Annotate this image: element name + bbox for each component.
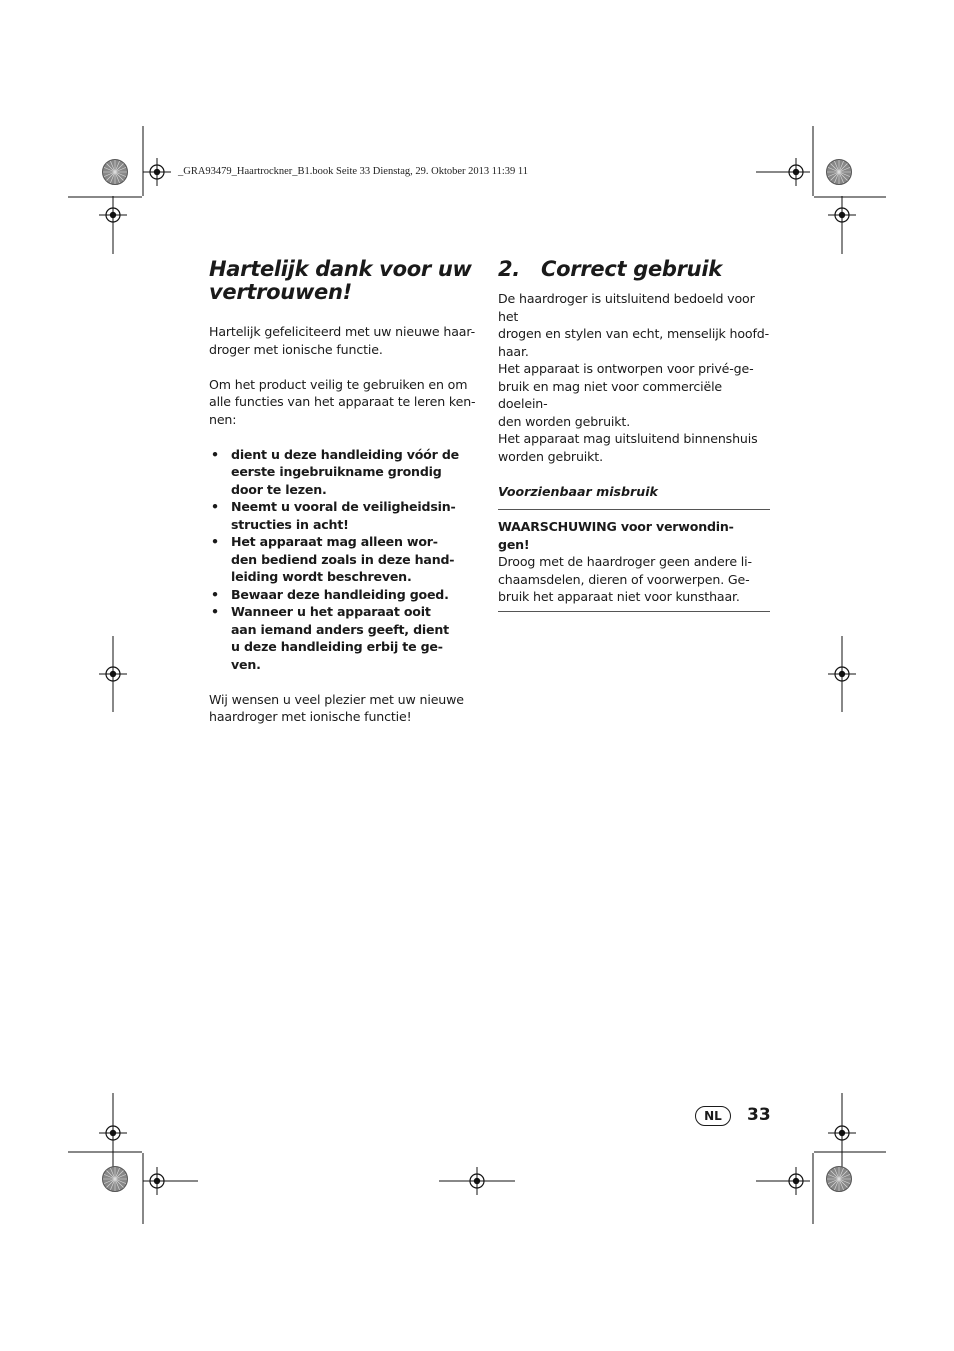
text-line: aan iemand anders geeft, dient bbox=[231, 621, 449, 637]
instruction-list bbox=[209, 446, 481, 674]
list-item bbox=[209, 533, 481, 586]
text-line: leiding wordt beschreven. bbox=[231, 569, 412, 584]
text-line: Om het product veilig te gebruiken en om bbox=[209, 376, 468, 392]
text-line: bruik en mag niet voor commerciële doelein- bbox=[498, 378, 723, 411]
intro-paragraph bbox=[209, 323, 481, 358]
usage-paragraph bbox=[498, 290, 770, 465]
text-line: alle functies van het apparaat te leren ken- bbox=[209, 394, 476, 409]
title-line: Hartelijk dank voor uw bbox=[209, 257, 472, 281]
warning-text bbox=[498, 553, 770, 606]
text-line: door te lezen. bbox=[231, 481, 327, 497]
text-line: u deze handleiding erbij te ge- bbox=[231, 639, 443, 654]
text-line: den worden gebruikt. bbox=[498, 413, 631, 429]
text-line: Wij wensen u veel plezier met uw nieuwe bbox=[209, 691, 464, 707]
text-line: droger met ionische functie. bbox=[209, 341, 383, 357]
text-line: WAARSCHUWING voor verwondin- bbox=[498, 519, 734, 534]
text-line: ven. bbox=[231, 656, 261, 672]
thank-you-title bbox=[209, 258, 481, 304]
text-line: den bediend zoals in deze hand- bbox=[231, 551, 455, 567]
text-line: Het apparaat mag uitsluitend binnenshuis bbox=[498, 431, 758, 446]
section-title: 2. Correct gebruik bbox=[498, 257, 722, 281]
left-column bbox=[209, 258, 481, 726]
text-line: drogen en stylen van echt, menselijk hoofd- bbox=[498, 326, 770, 341]
text-line: bruik het apparaat niet voor kunsthaar. bbox=[498, 589, 740, 604]
text-line: Wanneer u het apparaat ooit bbox=[231, 604, 431, 619]
text-line: eerste ingebruikname grondig bbox=[231, 464, 442, 479]
purpose-paragraph bbox=[209, 376, 481, 429]
text-line: haardroger met ionische functie! bbox=[209, 709, 412, 724]
text-line: worden gebruikt. bbox=[498, 448, 603, 464]
text-line: Het apparaat is ontworpen voor privé-ge- bbox=[498, 361, 754, 376]
closing-paragraph bbox=[209, 691, 481, 726]
language-badge: NL bbox=[695, 1106, 731, 1126]
text-line: haar. bbox=[498, 343, 529, 359]
text-line: De haardroger is uitsluitend bedoeld voor het bbox=[498, 291, 755, 324]
print-header: _GRA93479_Haartrockner_B1.book Seite 33 Dienstag, 29. Oktober 2013 11:39 11 bbox=[178, 166, 529, 177]
right-column bbox=[498, 258, 770, 612]
text-line: gen! bbox=[498, 536, 530, 552]
list-item bbox=[209, 446, 481, 499]
list-item bbox=[209, 586, 481, 604]
list-item bbox=[209, 603, 481, 673]
text-line: structies in acht! bbox=[231, 516, 349, 532]
text-line: Neemt u vooral de veiligheidsin- bbox=[231, 499, 456, 514]
text-line: Bewaar deze handleiding goed. bbox=[231, 586, 449, 602]
text-line: Hartelijk gefeliciteerd met uw nieuwe haar- bbox=[209, 324, 475, 339]
misuse-subheading: Voorzienbaar misbruik bbox=[498, 483, 658, 499]
text-line: nen: bbox=[209, 411, 237, 427]
warning-bottom-rule bbox=[498, 611, 770, 612]
warning-title bbox=[498, 518, 770, 553]
text-line: Het apparaat mag alleen wor- bbox=[231, 534, 438, 549]
text-line: chaamsdelen, dieren of voorwerpen. Ge- bbox=[498, 571, 750, 587]
list-item bbox=[209, 498, 481, 533]
text-line: Droog met de haardroger geen andere li- bbox=[498, 554, 752, 569]
page-number: 33 bbox=[747, 1105, 771, 1125]
title-line: vertrouwen! bbox=[209, 280, 352, 304]
text-line: dient u deze handleiding vóór de bbox=[231, 446, 459, 462]
